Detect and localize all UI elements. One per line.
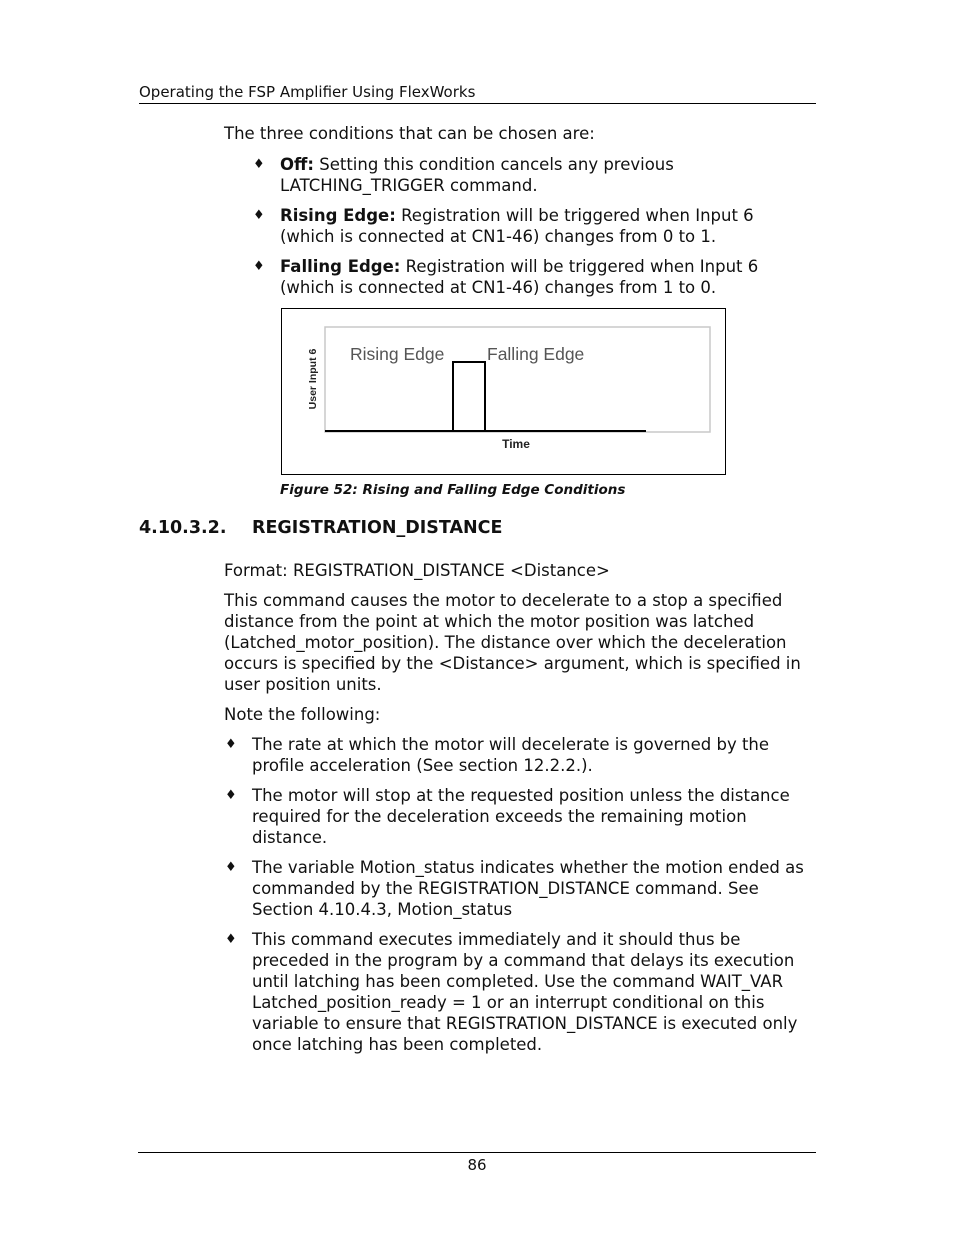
diamond-bullet-icon: ♦	[225, 788, 237, 803]
signal-pulse	[453, 362, 485, 431]
note-text: The motor will stop at the requested position unless the distance required for the deceleration exceeds the remaining motion distance.	[252, 786, 790, 847]
page-number: 86	[467, 1156, 487, 1174]
section-title: REGISTRATION_DISTANCE	[252, 518, 503, 538]
edge-conditions-figure	[281, 308, 726, 475]
condition-text: Registration will be triggered when Input 6 (which is connected at CN1-46) changes from 1 to 0.	[280, 257, 759, 297]
figure-caption: Figure 52: Rising and Falling Edge Conditions	[280, 482, 626, 498]
note-text: The variable Motion_status indicates whether the motion ended as commanded by the REGISTRATION_DISTANCE command. See Section 4.10.4.3, Motion_status	[252, 858, 804, 919]
condition-term: Rising Edge:	[280, 206, 396, 225]
section-number: 4.10.3.2.	[139, 518, 227, 538]
condition-term: Falling Edge:	[280, 257, 401, 276]
plot-frame	[325, 327, 710, 432]
footer-rule	[138, 1152, 816, 1153]
diamond-bullet-icon: ♦	[253, 208, 265, 223]
rising-edge-label: Rising Edge	[350, 344, 445, 364]
note-text: The rate at which the motor will decelerate is governed by the profile acceleration (See section 12.2.2.).	[252, 735, 770, 775]
xlabel: Time	[502, 437, 530, 451]
conditions-intro: The three conditions that can be chosen are:	[224, 124, 595, 143]
diamond-bullet-icon: ♦	[253, 157, 265, 172]
condition-text: Setting this condition cancels any previous LATCHING_TRIGGER command.	[280, 155, 674, 195]
diamond-bullet-icon: ♦	[225, 932, 237, 947]
format-line: Format: REGISTRATION_DISTANCE <Distance>	[224, 561, 610, 580]
note-intro: Note the following:	[224, 705, 381, 724]
condition-text: Registration will be triggered when Input 6 (which is connected at CN1-46) changes from 0 to 1.	[280, 206, 754, 246]
running-header: Operating the FSP Amplifier Using FlexWorks	[139, 83, 816, 104]
diamond-bullet-icon: ♦	[225, 860, 237, 875]
description-paragraph: This command causes the motor to decelerate to a stop a specified distance from the point at which the motor position was latched (Latched_motor_position). The distance over which the deceleration occurs is specified by the <Distance> argument, which is specified in user position units.	[224, 591, 801, 694]
diamond-bullet-icon: ♦	[225, 737, 237, 752]
section-heading	[139, 518, 502, 538]
falling-edge-label: Falling Edge	[487, 344, 585, 364]
ylabel: User Input 6	[307, 348, 319, 410]
edge-diagram	[282, 309, 725, 474]
note-text: This command executes immediately and it should thus be preceded in the program by a command that delays its execution until latching has been completed. Use the command WAIT_VAR Latched_position_ready = 1 or an interrupt conditional on this variable to ensure that REGISTRATION_DISTANCE is executed only once latching has been completed.	[252, 930, 798, 1054]
diamond-bullet-icon: ♦	[253, 259, 265, 274]
condition-term: Off:	[280, 155, 314, 174]
